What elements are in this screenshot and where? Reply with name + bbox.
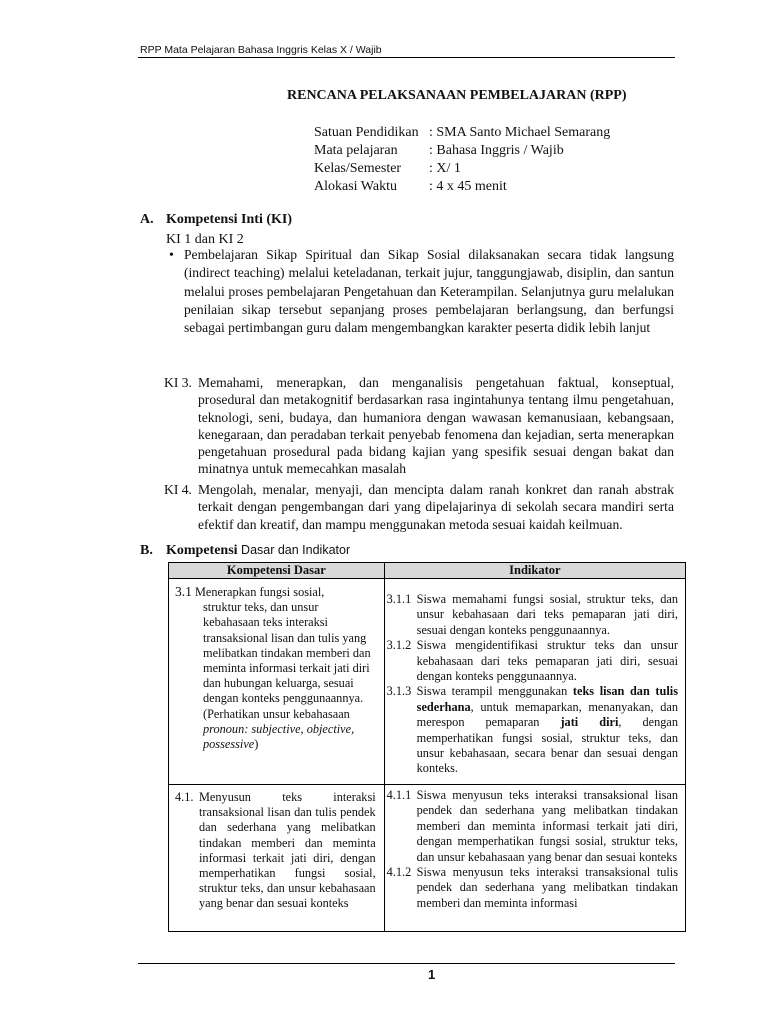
list-item: 3.1.1 Siswa memahami fungsi sosial, struktur teks, dan unsur kebahasaan dari teks pemaparan jati diri, sesuai dengan konteks penggunaannya. bbox=[386, 592, 678, 637]
ki4-block: KI 4. Mengolah, menalar, menyaji, dan mencipta dalam ranah konkret dan ranah abstrak terkait dengan pengembangan dari yang dipelajarinya di sekolah secara mandiri serta efektif dan kreatif, dan mampu menggunakan metoda sesuai kaidah keilmuan. bbox=[164, 482, 674, 532]
bullet-icon: • bbox=[169, 248, 174, 263]
kd-cell-4-1: 4.1. Menyusun teks interaksi transaksional lisan dan tulis pendek dan sederhana yang melibatkan tindakan memberi dan meminta informasi terkait jati diri, dengan memperhatikan fungsi sosial, struktur teks, dan unsur kebahasaan yang benar dan sesuai konteks bbox=[169, 785, 385, 932]
list-item: 3.1.2 Siswa mengidentifikasi struktur teks dan unsur kebahasaan dari teks pemaparan jati diri, sesuai dengan konteks penggunaannya. bbox=[386, 638, 678, 684]
document-title: RENCANA PELAKSANAAN PEMBELAJARAN (RPP) bbox=[287, 88, 627, 103]
page-number: 1 bbox=[428, 967, 436, 982]
col-header-indikator: Indikator bbox=[384, 563, 685, 579]
ki12-paragraph: Pembelajaran Sikap Spiritual dan Sikap Sosial dilaksanakan secara tidak langsung (indirect teaching) melalui keteladanan, terkait jujur, tanggungjawab, disiplin, dan santun melalui proses pembelajaran Pengetahuan dan Keterampilan. Selanjutnya guru melalukan penilaian sikap tersebut sepanjang proses pembelajaran berlangsung, dan berfungsi sebagai pertimbangan guru dalam mengembangkan karakter peserta didik lebih lanjut bbox=[184, 247, 674, 336]
kd-indicator-table bbox=[168, 562, 686, 932]
table-header-row bbox=[169, 563, 686, 579]
table-row bbox=[169, 579, 686, 785]
header-rule bbox=[138, 57, 675, 58]
ki3-block: KI 3. Memahami, menerapkan, dan menganalisis pengetahuan faktual, konseptual, prosedural dan metakognitif berdasarkan rasa ingintahunya tentang ilmu pengetahuan, teknologi, seni, budaya, dan humaniora dengan wawasan kemanusiaan, kebangsaan, kenegaraan, dan peradaban terkait penyebab fenomena dan kejadian, serta menerapkan pengetahuan prosedural pada bidang kajian yang spesifik sesuai dengan bakat dan minatnya untuk memecahkan masalah bbox=[164, 375, 674, 477]
section-b-heading: B. Kompetensi Dasar dan Indikator bbox=[140, 543, 351, 558]
indicator-cell-4-1 bbox=[384, 785, 685, 932]
info-row-class: Kelas/Semester : X/ 1 bbox=[314, 161, 461, 176]
list-item: 4.1.1 Siswa menyusun teks interaksi transaksional lisan pendek dan sederhana yang melibatkan tindakan memberi dan meminta informasi terkait jati diri, dengan memperhatikan fungsi sosial, struktur teks, dan unsur kebahasaan yang benar dan sesuai konteks bbox=[386, 788, 678, 864]
ki12-label: KI 1 dan KI 2 bbox=[166, 232, 244, 247]
list-item: 4.1.2 Siswa menyusun teks interaksi transaksional tulis pendek dan sederhana yang melibatkan tindakan memberi dan meminta informasi bbox=[386, 865, 678, 910]
info-row-school: Satuan Pendidikan : SMA Santo Michael Semarang bbox=[314, 125, 611, 140]
kd-cell-3-1: 3.1 Menerapkan fungsi sosial, struktur teks, dan unsur kebahasaan teks interaksi transaksional lisan dan tulis yang melibatkan tindakan memberi dan meminta informasi terkait jati diri dan hubungan keluarga, sesuai dengan konteks penggunaannya. (Perhatikan unsur kebahasaan pronoun: subjective, objective, possessive) bbox=[169, 579, 385, 785]
running-header: RPP Mata Pelajaran Bahasa Inggris Kelas X / Wajib bbox=[140, 44, 382, 56]
table-row bbox=[169, 785, 686, 932]
identity-block bbox=[314, 124, 610, 196]
col-header-kd: Kompetensi Dasar bbox=[169, 563, 385, 579]
footer-rule bbox=[138, 963, 675, 964]
indicator-cell-3-1 bbox=[384, 579, 685, 785]
list-item: 3.1.3 Siswa terampil menggunakan teks lisan dan tulis sederhana, untuk memaparkan, menanyakan, dan merespon pemaparan jati diri, dengan memperhatikan fungsi sosial, struktur teks, dan unsur kebahasaan, secara benar dan sesuai dengan konteks. bbox=[386, 684, 678, 776]
info-row-time: Alokasi Waktu : 4 x 45 menit bbox=[314, 179, 507, 194]
info-row-subject: Mata pelajaran : Bahasa Inggris / Wajib bbox=[314, 143, 564, 158]
section-a-heading: A. Kompetensi Inti (KI) bbox=[140, 212, 292, 227]
